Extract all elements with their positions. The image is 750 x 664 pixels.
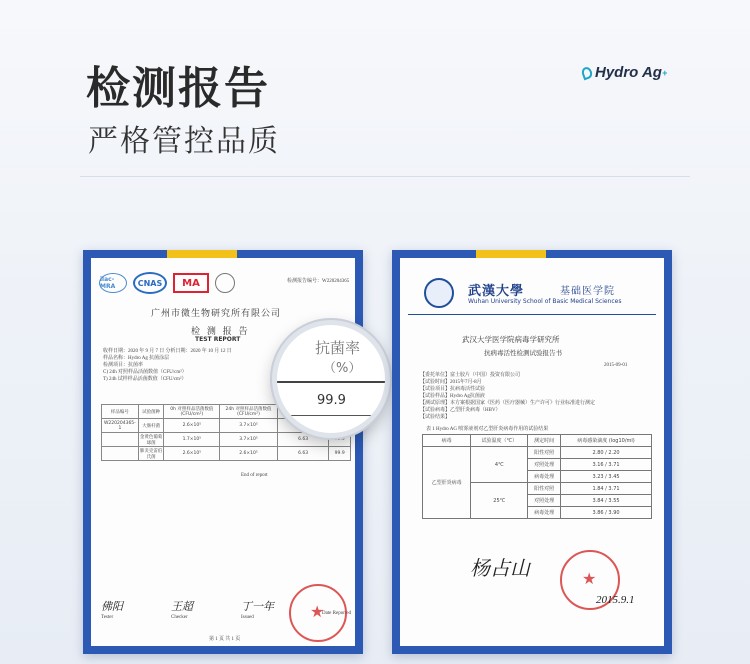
institute-name: 武汉大学医学院病毒学研究所 [462, 335, 560, 344]
table-row [102, 447, 351, 461]
table-cell: 金黄色葡萄球菌 [139, 434, 163, 446]
report-title: 检 测 报 告 [191, 327, 250, 337]
table-cell: 1.7×10⁵ [164, 433, 220, 447]
university-name: 武漢大學 [468, 283, 525, 298]
cma-logo: MA [173, 273, 209, 293]
header-divider [80, 176, 690, 177]
brand-sup: + [661, 67, 668, 78]
institute-name: 广州市微生物研究所有限公司 [151, 308, 282, 318]
table-header: 试验菌种 [138, 405, 164, 419]
table-cell: W220204365-1 [102, 419, 139, 433]
table-header: 病毒 [423, 435, 471, 447]
table-row [423, 447, 652, 459]
table-header: 病毒感染滴度 (log10/ml) [561, 435, 652, 447]
seal-icon [215, 273, 235, 293]
table-cell: 99.9 [329, 447, 351, 461]
accreditation-logos [99, 272, 235, 294]
cnas-logo: CNAS [133, 272, 167, 294]
brand-name: Hydro Ag [595, 64, 662, 81]
doc-title: 抗病毒活性检测试验报告书 [484, 349, 562, 357]
table-header: 试验温度（℃） [471, 435, 528, 447]
signer-block [241, 598, 274, 621]
info-line: 【试验时间】2015年7月-8月 [420, 380, 482, 385]
info-line: 【试验项目】抗病毒活性试验 [420, 387, 486, 392]
table-header: 0h 对照样品活菌数值 (CFU/cm²) [164, 405, 220, 419]
magnified-value: 99.9 [317, 393, 346, 408]
table-cell: 3.7×10⁵ [220, 419, 278, 433]
signature-date: 2015.9.1 [596, 594, 635, 606]
magnified-label: 抗菌率 [315, 339, 361, 357]
page-number: 第 1 页 共 1 页 [209, 637, 241, 642]
signer-block [101, 598, 123, 621]
doc-date: 2015-09-01 [604, 363, 628, 368]
sign-label: Date Reported [321, 611, 351, 616]
antiviral-table [422, 434, 652, 519]
report-info [420, 372, 650, 421]
table-header: 测定时间 [528, 435, 561, 447]
table-cell: 肺炎克雷伯氏菌 [139, 448, 163, 460]
magnified-rule [277, 381, 385, 383]
magnified-unit: （%） [323, 361, 362, 376]
table-cell-temp: 4℃ [471, 447, 528, 483]
info-line: 【试验结果】 [420, 415, 451, 420]
page-subtitle: 严格管控品质 [88, 124, 280, 159]
table-cell: 对照处理 [528, 459, 561, 471]
info-line: 【试验病毒】乙型肝炎病毒（HBV） [420, 408, 501, 413]
table-cell: 1.84 / 3.71 [561, 483, 652, 495]
report-title-en: TEST REPORT [195, 336, 241, 343]
letterhead-divider [408, 314, 656, 315]
table-cell: 3.86 / 3.90 [561, 507, 652, 519]
report-number: 检测报告编号：W220204365 [287, 279, 350, 284]
table-cell: 2.6×10⁵ [164, 447, 220, 461]
red-seal-stamp [289, 584, 347, 642]
table-cell: 阳性对照 [528, 483, 561, 495]
ilac-logo: ilac-MRA [99, 273, 127, 293]
table-cell: 3.84 / 3.55 [561, 495, 652, 507]
table-cell-temp: 25℃ [471, 483, 528, 519]
table-cell: 3.7×10⁵ [220, 433, 278, 447]
info-line: 【测试原理】本方案根据国家《医药（医疗器械）生产许可》行业标准进行测定 [420, 401, 596, 406]
table-cell [102, 447, 139, 461]
table-caption: 表 1 Hydro AG 喷雾液剂对乙型肝炎病毒作用的试验结果 [426, 427, 549, 432]
wuhan-university-report [392, 250, 672, 654]
brand-swirl-icon [580, 65, 594, 80]
table-header: 样品编号 [102, 405, 139, 419]
table-header-row [423, 435, 652, 447]
table-cell: 病毒处理 [528, 507, 561, 519]
guangzhou-test-report [83, 250, 363, 654]
magnified-rule [277, 415, 385, 416]
table-header: 24h 对照样品活菌数值 (CFU/cm²) [220, 405, 278, 419]
table-cell: 病毒处理 [528, 471, 561, 483]
signature: 佛阳 [101, 601, 123, 613]
magnifier-lens [272, 320, 390, 438]
table-cell: 阳性对照 [528, 447, 561, 459]
table-cell: 3.16 / 3.71 [561, 459, 652, 471]
sign-label: Tester [101, 615, 114, 620]
school-name-en: Wuhan University School of Basic Medical Sciences [468, 298, 622, 305]
page-title: 检测报告 [86, 63, 270, 114]
signature: 王超 [170, 601, 193, 613]
info-line: 【委托单位】富士胶片（中国）投资有限公司 [420, 373, 521, 378]
end-note: End of report [241, 473, 268, 478]
table-cell-virus: 乙型肝炎病毒 [423, 447, 471, 519]
meta-line: 收样日期：2020 年 9 月 7 日 分析日期：2020 年 10 月 12 日 [103, 349, 232, 354]
meta-line: 检测项目：抗菌率 [103, 363, 144, 368]
table-cell: 99.9 [329, 433, 351, 447]
meta-line: 样品名称：Hydro Ag 抗菌涂层 [103, 356, 170, 361]
meta-line: T) 24h 试样样品活菌数值（CFU/cm²） [103, 377, 187, 382]
table-cell: 3.23 / 3.45 [561, 471, 652, 483]
table-cell: 2.80 / 2.20 [561, 447, 652, 459]
brand-logo [582, 64, 667, 81]
table-cell: 大肠杆菌 [138, 419, 164, 433]
meta-line: C) 24h 对照样品活菌数值（CFU/cm²） [103, 370, 187, 375]
table-cell: 6.63 [277, 433, 329, 447]
table-cell: 6.63 [277, 447, 329, 461]
table-cell: 2.6×10⁵ [220, 447, 278, 461]
school-name: 基础医学院 [560, 286, 615, 297]
signature: 丁一年 [240, 601, 274, 613]
signer-block [171, 598, 193, 621]
sign-label: Checker [170, 615, 188, 620]
sign-label: Issued [240, 615, 254, 620]
signature: 杨占山 [470, 558, 530, 580]
university-emblem-icon [424, 278, 454, 308]
info-line: 【试验样品】Hydro Ag抗菌液 [420, 394, 485, 399]
table-cell: 对照处理 [528, 495, 561, 507]
table-cell [102, 433, 139, 447]
table-cell: 2.6×10⁵ [164, 419, 220, 433]
